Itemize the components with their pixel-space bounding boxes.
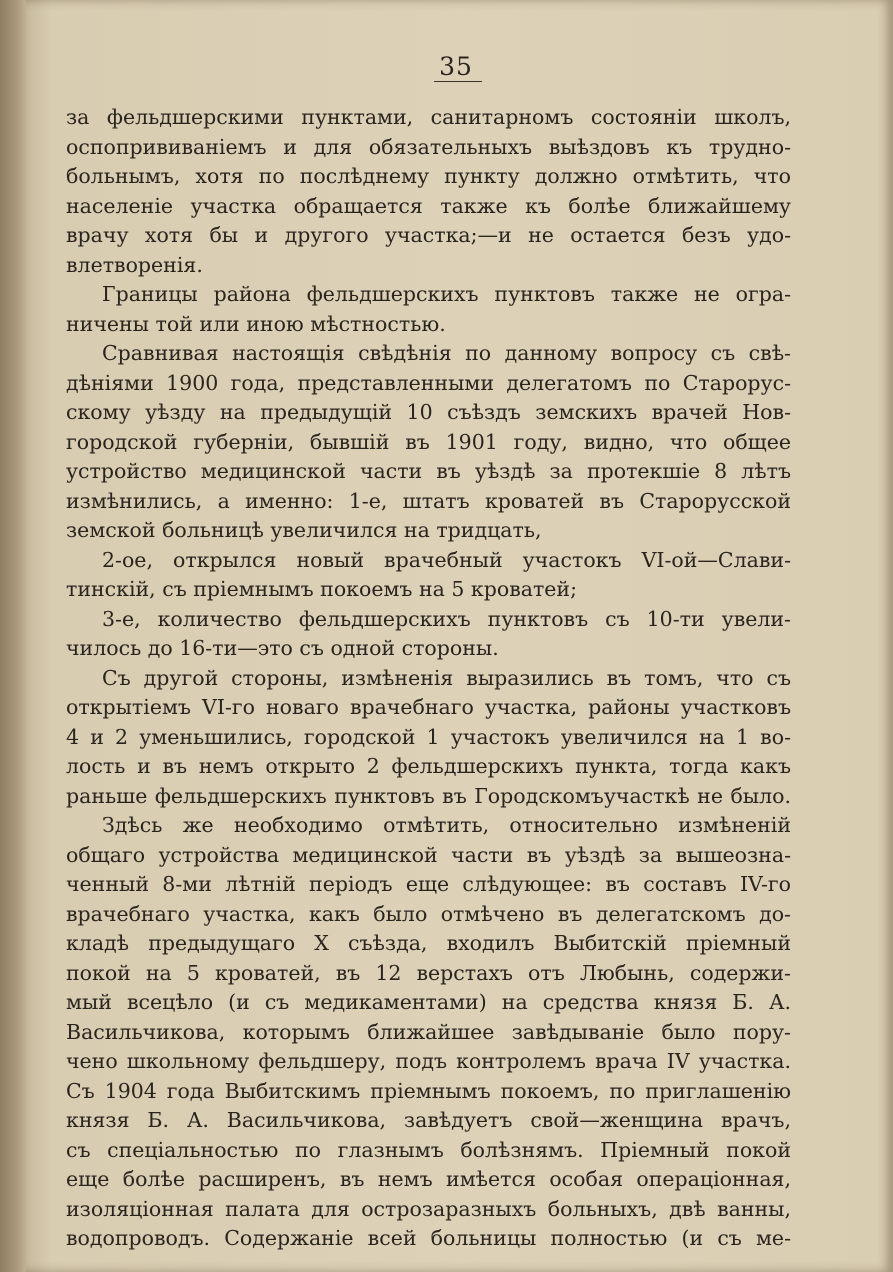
text-line: больнымъ, хотя по послѣднему пункту должно отмѣтить, что bbox=[66, 164, 791, 188]
text-line: еще болѣе расширенъ, въ немъ имѣется особая операцiонная, bbox=[66, 1167, 791, 1191]
text-line: Васильчикова, которымъ ближайшее завѣдыванiе было пору- bbox=[66, 1019, 791, 1044]
text-line: измѣнились, а именно: 1-е, штатъ кроватей въ Старорусской bbox=[66, 488, 791, 513]
text-line: тинскiй, съ прiемнымъ покоемъ на 5 кроватей; bbox=[66, 577, 577, 601]
text-line: чено школьному фельдшеру, подъ контролемъ врача IV участка. bbox=[66, 1049, 791, 1073]
text-line: влетворенiя. bbox=[66, 252, 203, 277]
text-line: врачу хотя бы и другого участка;—и не остается безъ удо- bbox=[66, 223, 791, 247]
text-line: мый всецѣло (и съ медикаментами) на средства князя Б. А. bbox=[66, 990, 791, 1014]
page-number-rule bbox=[434, 81, 482, 82]
text-line: князя Б. А. Васильчикова, завѣдуетъ свой—женщина врачъ, bbox=[66, 1108, 791, 1132]
text-line: раньше фельдшерскихъ пунктовъ въ Городскомъучасткѣ не было. bbox=[66, 783, 791, 808]
text-line: дѣнiями 1900 года, представленными делегатомъ по Старорус- bbox=[66, 370, 791, 395]
text-line: врачебнаго участка, какъ было отмѣчено въ делегатскомъ до- bbox=[66, 901, 791, 926]
text-line: Здѣсь же необходимо отмѣтить, относительно измѣненiй bbox=[102, 813, 791, 837]
text-line: 4 и 2 уменьшились, городской 1 участокъ увеличился на 1 во- bbox=[66, 724, 791, 749]
page-number: 35 bbox=[439, 52, 473, 81]
text-line: съ спецiальностью по глазнымъ болѣзнямъ. Прiемный покой bbox=[66, 1137, 791, 1162]
text-line: оспопрививанiемъ и для обязательныхъ выѣздовъ къ трудно- bbox=[66, 134, 791, 159]
book-gutter bbox=[0, 0, 26, 1272]
text-line: земской больницѣ увеличился на тридцать, bbox=[66, 518, 542, 542]
text-line: скому уѣзду на предыдущiй 10 съѣздъ земскихъ врачей Нов- bbox=[66, 400, 791, 424]
text-line: ченный 8-ми лѣтнiй перiодъ еще слѣдующее: въ составъ IV-го bbox=[66, 872, 791, 896]
text-line: покой на 5 кроватей, въ 12 верстахъ отъ Любынь, содержи- bbox=[66, 960, 791, 985]
text-line: кладѣ предыдущаго X съѣзда, входилъ Выбитскiй прiемный bbox=[66, 931, 791, 955]
text-line: за фельдшерскими пунктами, санитарномъ состоянiи школъ, bbox=[66, 105, 791, 129]
text-line: населенiе участка обращается также къ болѣе ближайшему bbox=[66, 193, 791, 218]
text-line: устройство медицинской части въ уѣздѣ за протекшiе 8 лѣтъ bbox=[66, 459, 791, 483]
text-line: чилось до 16-ти—это съ одной стороны. bbox=[66, 636, 499, 660]
text-line: 3-е, количество фельдшерскихъ пунктовъ съ 10-ти увели- bbox=[102, 606, 791, 631]
text-line: городской губернiи, бывшiй въ 1901 году, видно, что общее bbox=[66, 429, 791, 454]
text-line: Съ 1904 года Выбитскимъ прiемнымъ покоемъ, по приглашенiю bbox=[66, 1078, 791, 1103]
text-line: лость и въ немъ открыто 2 фельдшерскихъ пункта, тогда какъ bbox=[66, 754, 791, 778]
body-text bbox=[66, 103, 791, 1254]
text-line: Сравнивая настоящiя свѣдѣнiя по данному вопросу съ свѣ- bbox=[102, 341, 791, 365]
text-line: общаго устройства медицинской части въ уѣздѣ за вышеозна- bbox=[66, 842, 791, 867]
text-line: открытiемъ VI-го новаго врачебнаго участка, районы участковъ bbox=[66, 695, 791, 719]
text-line: Съ другой стороны, измѣненiя выразились въ томъ, что съ bbox=[102, 665, 791, 690]
text-line: водопроводъ. Содержанiе всей больницы полностью (и съ ме- bbox=[66, 1226, 791, 1250]
text-line: Границы района фельдшерскихъ пунктовъ также не огра- bbox=[102, 282, 791, 306]
text-line: изоляцiонная палата для острозаразныхъ больныхъ, двѣ ванны, bbox=[66, 1196, 791, 1221]
text-line: ничены той или иною мѣстностью. bbox=[66, 311, 446, 336]
text-line: 2-ое, открылся новый врачебный участокъ VI-ой—Слави- bbox=[102, 547, 791, 572]
